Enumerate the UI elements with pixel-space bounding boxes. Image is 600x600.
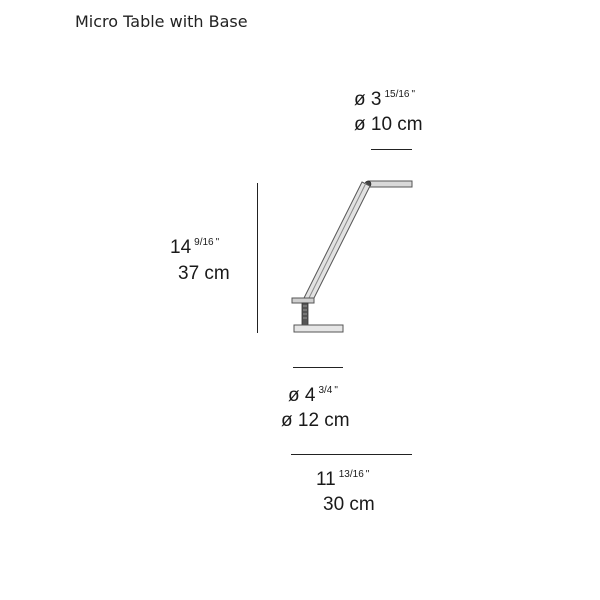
- width-line: [291, 454, 412, 455]
- height-value: 14: [170, 237, 192, 258]
- base-diameter-fraction: 3/4: [318, 385, 333, 396]
- height-fraction: 9/16: [194, 237, 214, 248]
- head-diameter-metric: ø 10 cm: [354, 114, 423, 135]
- lamp-base: [294, 325, 343, 332]
- lamp-stem: [302, 303, 308, 325]
- width-value: 11: [316, 469, 336, 490]
- base-diameter-line: [293, 367, 343, 368]
- head-diameter-fraction: 15/16: [384, 89, 410, 100]
- lamp-joint: [292, 298, 314, 303]
- page-title: Micro Table with Base: [75, 12, 248, 31]
- height-inch-mark: ": [215, 237, 220, 248]
- base-diameter-imperial: [288, 386, 338, 405]
- head-diameter-inch-mark: ": [411, 89, 416, 100]
- height-metric: 37 cm: [178, 263, 230, 284]
- lamp-arm: [303, 182, 370, 300]
- width-inch-mark: ": [365, 469, 370, 480]
- base-diameter-inch-mark: ": [334, 385, 338, 396]
- width-metric: 30 cm: [323, 494, 375, 515]
- width-fraction: 13/16: [338, 469, 364, 480]
- base-diameter-value: ø 4: [288, 385, 316, 406]
- width-imperial: [316, 470, 369, 489]
- base-diameter-metric: ø 12 cm: [281, 410, 350, 431]
- head-diameter-value: ø 3: [354, 89, 382, 110]
- lamp-head: [365, 181, 412, 187]
